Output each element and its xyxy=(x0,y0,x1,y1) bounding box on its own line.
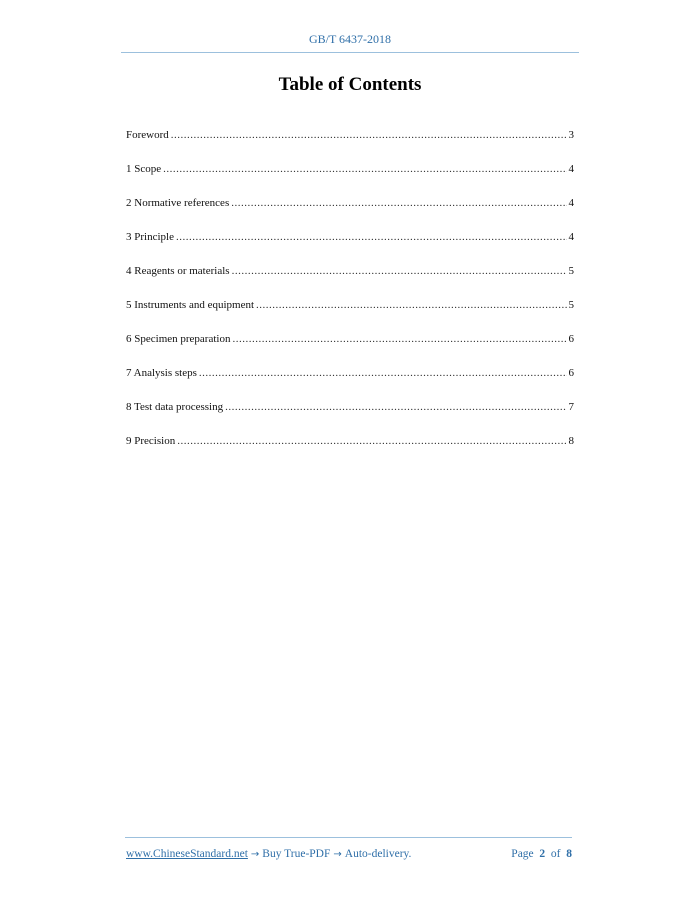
toc-entry-precision[interactable] xyxy=(126,434,574,468)
toc-entry-label: 3 Principle xyxy=(126,231,174,243)
toc-dot-leader xyxy=(232,264,567,278)
page-number xyxy=(511,848,572,860)
header-divider xyxy=(121,52,579,53)
toc-entry-analysis-steps[interactable] xyxy=(126,366,574,400)
page-label: Page xyxy=(511,848,534,860)
toc-dot-leader xyxy=(176,230,567,244)
toc-entry-page: 3 xyxy=(568,129,574,141)
toc-entry-label: 9 Precision xyxy=(126,435,176,447)
toc-entry-label: 7 Analysis steps xyxy=(126,367,197,379)
toc-dot-leader xyxy=(177,434,566,448)
toc-entry-test-data-processing[interactable] xyxy=(126,400,574,434)
right-arrow-icon: → xyxy=(333,849,342,860)
page-current: 2 xyxy=(539,848,546,860)
toc-dot-leader xyxy=(225,400,566,414)
page-of: of xyxy=(550,848,561,860)
toc-dot-leader xyxy=(256,298,566,312)
toc-dot-leader xyxy=(171,128,567,142)
footer-step-delivery: Auto-delivery. xyxy=(344,848,412,860)
page-footer xyxy=(126,848,572,860)
toc-entry-label: Foreword xyxy=(126,129,169,141)
toc-dot-leader xyxy=(199,366,567,380)
toc-entry-label: 2 Normative references xyxy=(126,197,230,209)
footer-promo xyxy=(126,848,411,860)
right-arrow-icon: → xyxy=(250,849,260,860)
toc-entry-label: 5 Instruments and equipment xyxy=(126,299,255,311)
footer-step-buy: Buy True-PDF xyxy=(262,848,331,860)
toc-entry-page: 5 xyxy=(568,265,574,277)
toc-entry-scope[interactable] xyxy=(126,162,574,196)
toc-entry-reagents[interactable] xyxy=(126,264,574,298)
toc-entry-principle[interactable] xyxy=(126,230,574,264)
toc-entry-page: 4 xyxy=(568,163,574,175)
toc-entry-label: 6 Specimen preparation xyxy=(126,333,231,345)
toc-entry-specimen-preparation[interactable] xyxy=(126,332,574,366)
toc-entry-page: 6 xyxy=(568,333,574,345)
website-link[interactable]: www.ChineseStandard.net xyxy=(126,848,248,860)
toc-entry-label: 4 Reagents or materials xyxy=(126,265,230,277)
toc-entry-page: 7 xyxy=(568,401,574,413)
toc-entry-label: 8 Test data processing xyxy=(126,401,224,413)
toc-entry-instruments[interactable] xyxy=(126,298,574,332)
header-standard-code: GB/T 6437-2018 xyxy=(308,32,392,46)
page-title: Table of Contents xyxy=(278,74,422,95)
toc-entry-page: 8 xyxy=(568,435,574,447)
toc-entry-label: 1 Scope xyxy=(126,163,162,175)
footer-divider xyxy=(125,837,572,838)
toc-entry-page: 5 xyxy=(568,299,574,311)
toc-dot-leader xyxy=(163,162,566,176)
page-total: 8 xyxy=(566,848,572,860)
toc-entry-page: 4 xyxy=(568,197,574,209)
toc-dot-leader xyxy=(232,332,566,346)
toc-entry-page: 4 xyxy=(568,231,574,243)
toc-entry-normative-references[interactable] xyxy=(126,196,574,230)
toc-entry-page: 6 xyxy=(568,367,574,379)
table-of-contents xyxy=(126,128,574,468)
toc-entry-foreword[interactable] xyxy=(126,128,574,162)
toc-dot-leader xyxy=(231,196,566,210)
